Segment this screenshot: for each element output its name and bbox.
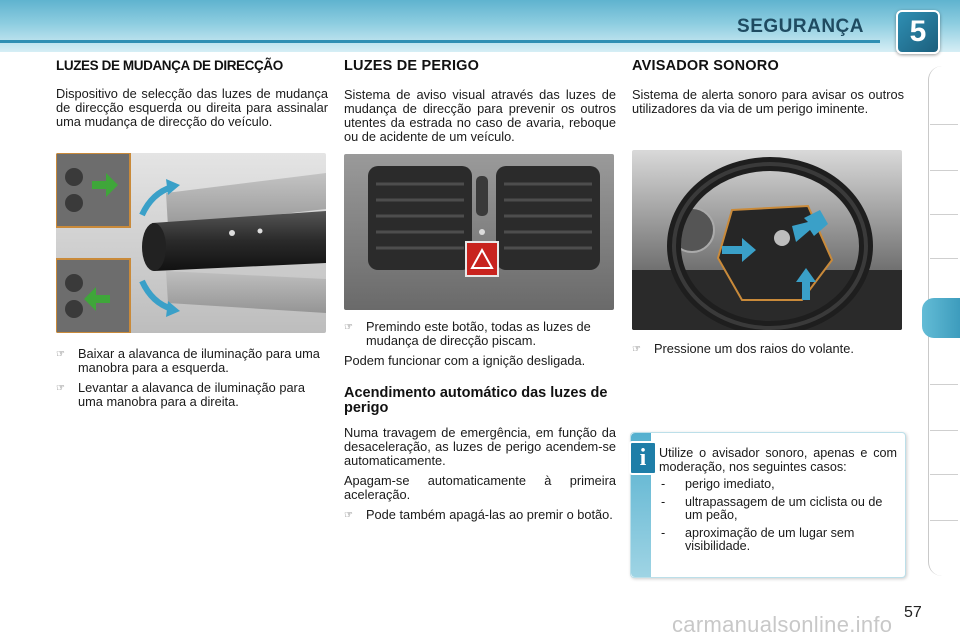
auto-hazard-text: Numa travagem de emergência, em função da desaceleração, as luzes de perigo acendem-se automaticamente. (344, 425, 616, 468)
chapter-tab-divider (930, 474, 958, 475)
info-lead: Utilize o avisador sonoro, apenas e com moderação, nos seguintes casos: (659, 446, 897, 474)
info-box (630, 432, 906, 578)
pointer-bullet-icon: ☞ (344, 510, 353, 521)
chapter-tab-divider (930, 384, 958, 385)
pointer-bullet-icon: ☞ (56, 383, 65, 394)
chapter-tab-active[interactable] (922, 298, 960, 338)
section-intro: Sistema de aviso visual através das luzes de mudança de direcção para prevenir os outros utentes da estrada no caso de avaria, reboque ou de acidente de um veículo. (344, 87, 616, 144)
horn-section (632, 58, 904, 363)
steering-wheel-image (632, 150, 902, 330)
header-rule (0, 40, 880, 43)
hazard-button-image (344, 154, 614, 310)
list-item: ☞ Baixar a alavanca de iluminação para uma manobra para a esquerda. (56, 346, 320, 375)
list-item: - ultrapassagem de um ciclista ou de um peão, (661, 494, 883, 522)
chapter-tab-divider (930, 430, 958, 431)
info-icon: i (629, 441, 657, 475)
hazard-lights-section (344, 58, 616, 529)
pointer-bullet-icon: ☞ (632, 344, 641, 355)
pointer-bullet-icon: ☞ (344, 322, 353, 333)
turn-signals-section (56, 58, 328, 415)
chapter-tab-divider (930, 124, 958, 125)
turn-signal-stalk-image (56, 153, 326, 333)
section-intro: Dispositivo de selecção das luzes de mudança de direcção esquerda ou direita para assinalar uma mudança de direcção do veículo. (56, 86, 328, 129)
page-number: 57 (904, 604, 922, 621)
list-item: - aproximação de um lugar sem visibilidade. (661, 525, 855, 553)
section-intro: Sistema de alerta sonoro para avisar os outros utilizadores da via de um perigo iminente. (632, 87, 904, 116)
watermark: carmanualsonline.info (672, 612, 893, 637)
section-heading: LUZES DE PERIGO (344, 58, 480, 74)
auto-hazard-text: Apagam-se automaticamente à primeira aceleração. (344, 473, 616, 502)
list-item: ☞ Premindo este botão, todas as luzes de mudança de direcção piscam. (344, 319, 591, 348)
chapter-tab-divider (930, 520, 958, 521)
chapter-tab-divider (930, 214, 958, 215)
list-item: - perigo imediato, (661, 477, 775, 491)
ignition-note: Podem funcionar com a ignição desligada. (344, 353, 586, 368)
section-heading: LUZES DE MUDANÇA DE DIRECÇÃO (56, 58, 283, 73)
subsection-heading: Acendimento automático das luzes de perigo (344, 385, 608, 416)
list-item: ☞ Pode também apagá-las ao premir o botão. (344, 507, 613, 522)
chapter-tab-divider (930, 170, 958, 171)
list-item: ☞ Pressione um dos raios do volante. (632, 341, 854, 356)
section-heading: AVISADOR SONORO (632, 58, 779, 74)
chapter-number-badge: 5 (896, 10, 940, 54)
list-item: ☞ Levantar a alavanca de iluminação para uma manobra para a direita. (56, 380, 305, 409)
pointer-bullet-icon: ☞ (56, 349, 65, 360)
chapter-tab-divider (930, 258, 958, 259)
section-title: SEGURANÇA (737, 16, 864, 37)
